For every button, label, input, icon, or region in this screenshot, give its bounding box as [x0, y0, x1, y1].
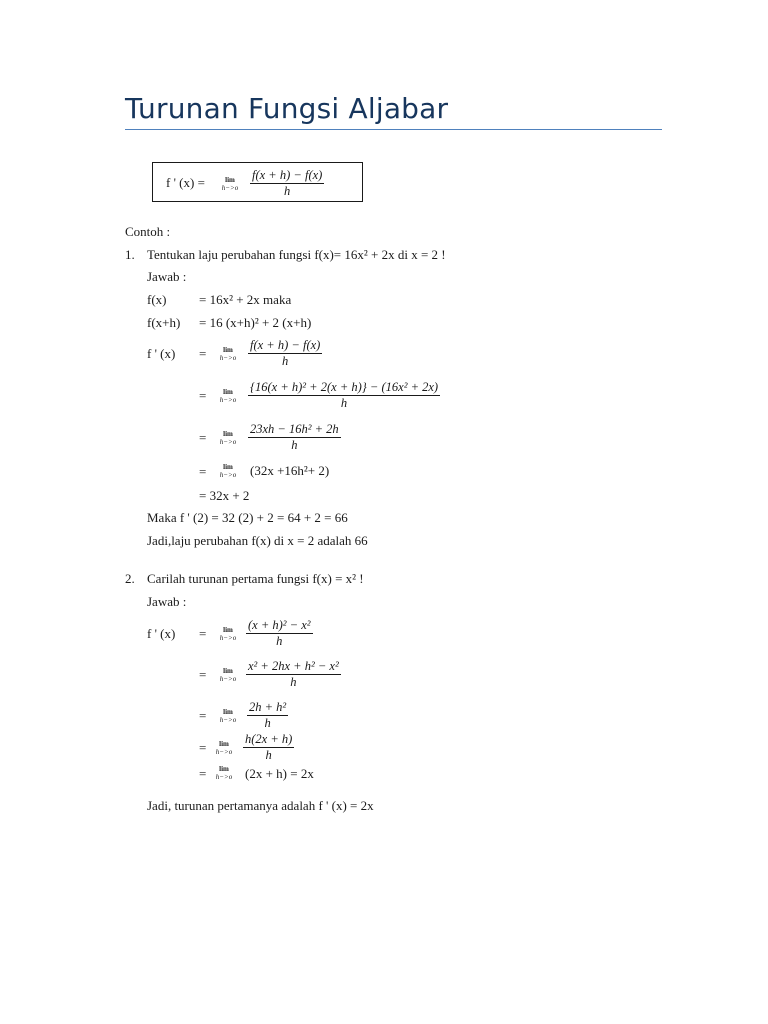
example2-jawab: Jawab : — [147, 594, 187, 609]
example1-fxh-value: = 16 (x+h)² + 2 (x+h) — [199, 315, 312, 330]
limit-top: lim — [225, 176, 235, 184]
title-underline — [125, 129, 662, 130]
example1-number: 1. — [125, 247, 135, 262]
definition-limit — [212, 176, 248, 192]
fraction-numerator: {16(x + h)² + 2(x + h)} − (16x² + 2x) — [250, 380, 439, 394]
limit-notation — [206, 765, 242, 781]
example2-step5: (2x + h) = 2x — [245, 766, 314, 781]
example2-fprime-label: f ' (x) — [147, 626, 176, 641]
example1-maka: Maka f ' (2) = 32 (2) + 2 = 64 + 2 = 66 — [147, 510, 348, 525]
fraction-denominator: h — [284, 184, 291, 198]
limit-bottom: h−>o — [215, 748, 233, 756]
fraction-numerator: x² + 2hx + h² − x² — [248, 659, 339, 673]
limit-top: lim — [223, 667, 233, 675]
equals-sign: = — [199, 464, 207, 479]
example1-step1-fraction — [248, 338, 322, 369]
limit-bottom: h−>o — [219, 471, 237, 479]
contoh-label: Contoh : — [125, 224, 171, 239]
limit-top: lim — [223, 430, 233, 438]
limit-notation — [210, 463, 246, 479]
limit-bottom: h−>o — [219, 634, 237, 642]
limit-notation — [210, 388, 246, 404]
example2-number: 2. — [125, 571, 135, 586]
example1-step4: (32x +16h²+ 2) — [250, 463, 330, 478]
limit-top: lim — [223, 463, 233, 471]
equals-sign: = — [199, 388, 207, 403]
example1-fxh-label: f(x+h) — [147, 315, 181, 330]
fraction-denominator: h — [340, 396, 348, 410]
limit-bottom: h−>o — [215, 773, 233, 781]
example2-question: Carilah turunan pertama fungsi f(x) = x² ! — [147, 571, 364, 586]
fraction-numerator: f(x + h) − f(x) — [252, 168, 323, 182]
equals-sign: = — [199, 667, 207, 682]
example1-jadi: Jadi,laju perubahan f(x) di x = 2 adalah 66 — [147, 533, 368, 548]
limit-bottom: h−>o — [219, 354, 237, 362]
limit-bottom: h−>o — [219, 438, 237, 446]
definition-lhs: f ' (x) = — [166, 175, 205, 190]
example1-step3-fraction — [248, 422, 341, 453]
equals-sign: = — [199, 708, 207, 723]
limit-top: lim — [223, 346, 233, 354]
limit-top: lim — [223, 388, 233, 396]
fraction-numerator: 2h + h² — [249, 700, 287, 714]
limit-bottom: h−>o — [221, 184, 239, 192]
fraction-numerator: f(x + h) − f(x) — [250, 338, 321, 352]
fraction-denominator: h — [290, 675, 297, 689]
limit-top: lim — [223, 626, 233, 634]
limit-notation — [210, 430, 246, 446]
limit-bottom: h−>o — [219, 396, 237, 404]
definition-fraction — [250, 168, 324, 199]
equals-sign: = — [199, 346, 207, 361]
fraction-numerator: (x + h)² − x² — [248, 618, 311, 632]
fraction-denominator: h — [276, 634, 283, 648]
fraction-denominator: h — [264, 716, 271, 730]
equals-sign: = — [199, 626, 207, 641]
page-title: Turunan Fungsi Aljabar — [125, 92, 449, 125]
example1-fprime-label: f ' (x) — [147, 346, 176, 361]
equals-sign: = — [199, 430, 207, 445]
limit-notation — [210, 346, 246, 362]
example2-step4-fraction — [243, 732, 294, 763]
example1-step2-fraction — [248, 380, 440, 411]
equals-sign: = — [199, 740, 207, 755]
limit-top: lim — [223, 708, 233, 716]
fraction-denominator: h — [282, 354, 289, 368]
limit-top: lim — [219, 740, 229, 748]
fraction-numerator: h(2x + h) — [245, 732, 293, 746]
limit-bottom: h−>o — [219, 675, 237, 683]
example1-step5: = 32x + 2 — [199, 488, 250, 503]
fraction-denominator: h — [265, 748, 272, 762]
example2-step2-fraction — [246, 659, 341, 690]
limit-notation — [210, 626, 246, 642]
limit-notation — [210, 667, 246, 683]
limit-notation — [210, 708, 246, 724]
example1-fx-value: = 16x² + 2x maka — [199, 292, 292, 307]
equals-sign: = — [199, 766, 207, 781]
limit-bottom: h−>o — [219, 716, 237, 724]
example2-jadi: Jadi, turunan pertamanya adalah f ' (x) = 2x — [147, 798, 374, 813]
example1-question: Tentukan laju perubahan fungsi f(x)= 16x² + 2x di x = 2 ! — [147, 247, 446, 262]
limit-notation — [206, 740, 242, 756]
limit-top: lim — [219, 765, 229, 773]
example2-step3-fraction — [247, 700, 288, 731]
example2-step1-fraction — [246, 618, 313, 649]
fraction-numerator: 23xh − 16h² + 2h — [250, 422, 339, 436]
example1-fx-label: f(x) — [147, 292, 167, 307]
example1-jawab: Jawab : — [147, 269, 187, 284]
fraction-denominator: h — [291, 438, 298, 452]
